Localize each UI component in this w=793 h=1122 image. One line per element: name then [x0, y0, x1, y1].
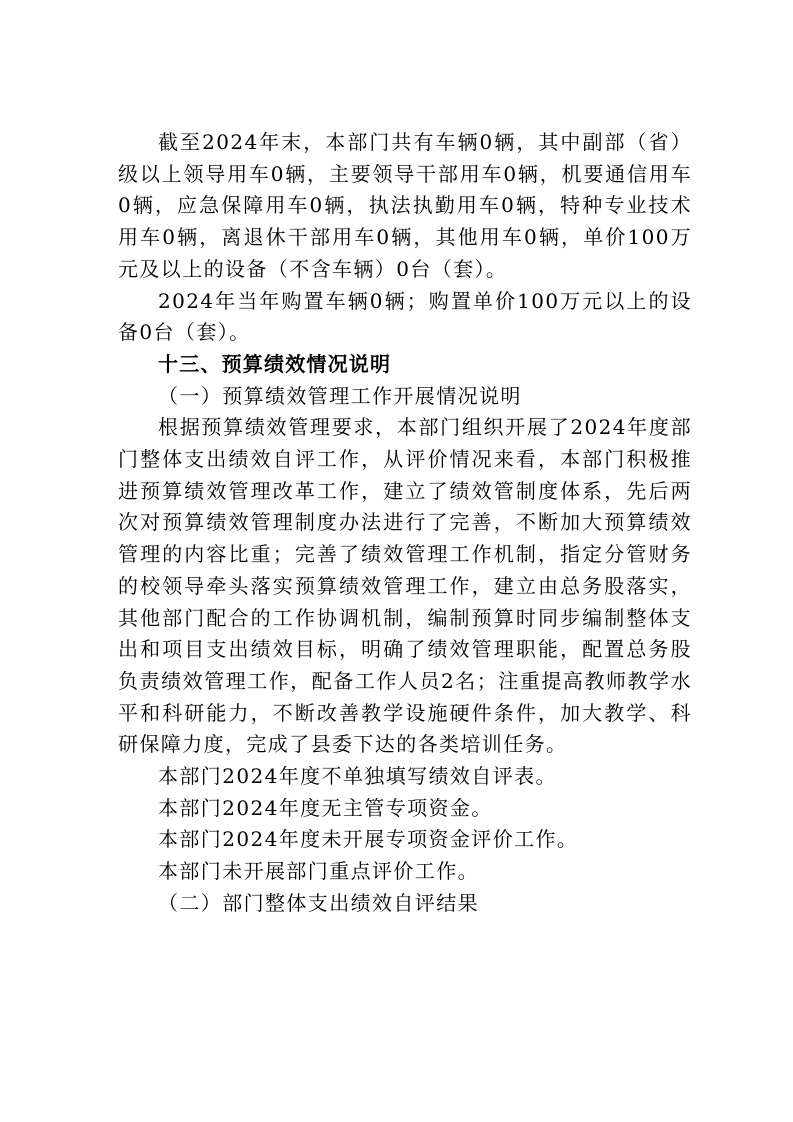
paragraph-self-evaluation-form: 本部门2024年度不单独填写绩效自评表。 [158, 764, 557, 789]
document-body [118, 127, 692, 920]
subsection-heading-management: （一）预算绩效管理工作开展情况说明 [158, 383, 522, 408]
paragraph-key-evaluation: 本部门未开展部门重点评价工作。 [158, 859, 479, 884]
paragraph-vehicle-count: 截至2024年末，本部门共有车辆0辆，其中副部（省）级以上领导用车0辆，主要领导干部用车0辆，机要通信用车0辆，应急保障用车0辆，执法执勤用车0辆，特种专业技术用车0辆，离退休干部用车0辆，其他用车0辆，单价100万元及以上的设备（不含车辆）0台（套）。 [118, 130, 692, 281]
paragraph-special-funds-evaluation: 本部门2024年度未开展专项资金评价工作。 [158, 827, 579, 852]
subsection-heading-results: （二）部门整体支出绩效自评结果 [158, 890, 479, 915]
paragraph-special-funds: 本部门2024年度无主管专项资金。 [158, 795, 493, 820]
paragraph-performance-management: 根据预算绩效管理要求，本部门组织开展了2024年度部门整体支出绩效自评工作，从评价情况来看，本部门积极推进预算绩效管理改革工作，建立了绩效管制度体系，先后两次对预算绩效管理制度办法进行了完善，不断加大预算绩效管理的内容比重；完善了绩效管理工作机制，指定分管财务的校领导牵头落实预算绩效管理工作，建立由总务股落实，其他部门配合的工作协调机制，编制预算时同步编制整体支出和项目支出绩效目标，明确了绩效管理职能，配置总务股负责绩效管理工作，配备工作人员2名；注重提高教师教学水平和科研能力，不断改善教学设施硬件条件，加大教学、科研保障力度，完成了县委下达的各类培训任务。 [118, 415, 692, 757]
paragraph-vehicle-purchase: 2024年当年购置车辆0辆；购置单价100万元以上的设备0台（套）。 [118, 288, 692, 345]
section-heading-performance: 十三、预算绩效情况说明 [158, 351, 392, 376]
